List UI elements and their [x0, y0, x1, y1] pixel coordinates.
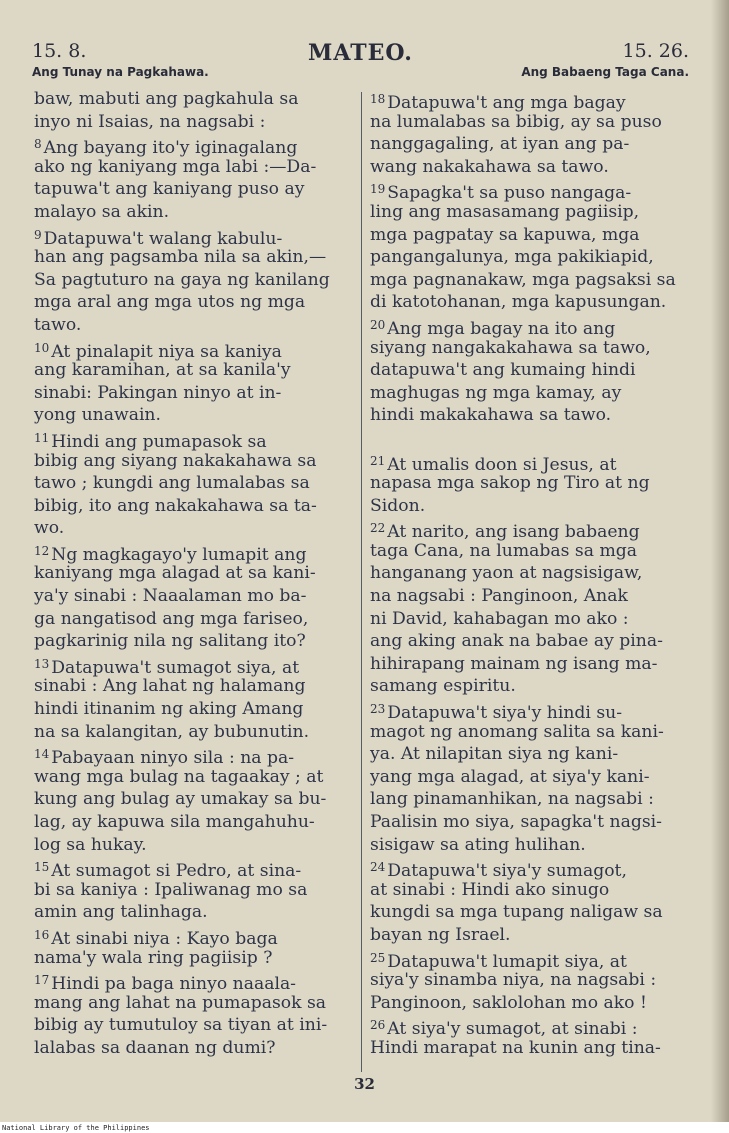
- line-text: tapuwa't ang kaniyang puso ay: [34, 179, 305, 200]
- section-headings: [32, 65, 689, 83]
- text-line: [34, 88, 356, 111]
- text-line: [370, 156, 688, 179]
- line-text: Sidon.: [370, 495, 426, 516]
- line-text: lang pinamanhikan, na nagsabi :: [370, 789, 654, 810]
- line-text: Sapagka't sa puso nangaga-: [387, 183, 632, 204]
- line-text: ako ng kaniyang mga labi :—Da-: [34, 156, 317, 177]
- line-text: lag, ay kapuwa sila mangahuhu-: [34, 812, 315, 832]
- text-line: [370, 495, 688, 518]
- line-text: tawo ; kungdi ang lumalabas sa: [34, 473, 310, 494]
- verse-number: 17: [34, 973, 50, 988]
- verse-number: 20: [370, 317, 386, 332]
- line-text: tawo.: [34, 314, 82, 335]
- text-line: [370, 766, 688, 789]
- line-text: nanggagaling, at iyan ang pa-: [370, 134, 630, 155]
- text-line: [34, 1014, 356, 1037]
- line-text: ang karamihan, at sa kanila'y: [34, 360, 291, 381]
- text-line: [370, 246, 688, 269]
- line-text: na sa kalangitan, ay bubunutin.: [34, 721, 310, 742]
- text-line: [34, 924, 356, 947]
- text-line: [34, 901, 356, 924]
- text-line: [34, 314, 356, 337]
- text-line: [34, 269, 356, 292]
- line-text: ling ang masasamang pagiisip,: [370, 201, 640, 222]
- verse-number: 8: [34, 137, 42, 152]
- line-text: magot ng anomang salita sa kani-: [370, 721, 664, 742]
- line-text: maghugas ng mga kamay, ay: [370, 382, 622, 403]
- line-text: hindi itinanim ng aking Amang: [34, 699, 304, 720]
- text-line: [34, 359, 356, 382]
- line-text: Datapuwa't siya'y hindi su-: [387, 703, 623, 724]
- verse-number: 21: [370, 453, 386, 468]
- line-text: wang nakakahawa sa tawo.: [370, 156, 609, 177]
- line-text: sinabi : Ang lahat ng halamang: [34, 676, 306, 697]
- verse-number: 16: [34, 927, 50, 942]
- line-text: yong unawain.: [34, 405, 161, 426]
- verse-number: 25: [370, 950, 386, 965]
- line-text: hindi makakahawa sa tawo.: [370, 405, 612, 426]
- text-line: [34, 856, 356, 882]
- line-text: kungdi sa mga tupang naligaw sa: [370, 902, 663, 923]
- line-text: datapuwa't ang kumaing hindi: [370, 360, 636, 381]
- line-text: At sumagot si Pedro, at sina-: [51, 861, 302, 882]
- book-title: MATEO.: [308, 40, 413, 66]
- text-column-left: [34, 88, 356, 1060]
- verse-number: 22: [370, 521, 386, 536]
- verse-number: 11: [34, 430, 50, 445]
- text-line: [370, 856, 688, 882]
- line-text: amin ang talinhaga.: [34, 902, 208, 923]
- text-line: [34, 743, 356, 769]
- text-line: [34, 766, 356, 789]
- text-line: [34, 472, 356, 495]
- line-text: At siya'y sumagot, at sinabi :: [387, 1019, 638, 1040]
- text-line: [370, 178, 688, 204]
- text-line: [370, 133, 688, 156]
- text-line: [370, 201, 688, 224]
- text-line: [370, 947, 688, 970]
- text-line: [370, 969, 688, 992]
- text-line: [34, 111, 356, 134]
- line-text: kaniyang mga alagad at sa kani-: [34, 563, 316, 584]
- text-line: [370, 1037, 688, 1060]
- text-line: [34, 382, 356, 405]
- text-line: [370, 382, 688, 405]
- line-text: sisigaw sa ating hulihan.: [370, 834, 586, 855]
- text-line: [34, 246, 356, 269]
- line-text: bibig, ito ang nakakahawa sa ta-: [34, 495, 317, 516]
- text-line: [370, 111, 688, 134]
- text-line: [34, 427, 356, 450]
- text-line: [34, 969, 356, 995]
- text-line: [34, 721, 356, 744]
- text-line: [370, 540, 688, 563]
- line-text: inyo ni Isaias, na nagsabi :: [34, 111, 266, 132]
- text-line: [34, 653, 356, 676]
- column-divider: [361, 92, 362, 1072]
- text-line: [370, 224, 688, 247]
- line-text: wang mga bulag na tagaakay ; at: [34, 766, 324, 787]
- line-text: ya. At nilapitan siya ng kani-: [370, 744, 619, 765]
- text-line: [370, 562, 688, 585]
- text-line: [34, 811, 356, 834]
- text-line: [34, 630, 356, 653]
- text-line: [370, 585, 688, 608]
- text-line: [370, 1014, 688, 1040]
- verse-number: 18: [370, 92, 386, 106]
- line-text: Sa pagtuturo na gaya ng kanilang: [34, 269, 330, 290]
- line-text: wo.: [34, 518, 65, 539]
- header-chapter-verse-end: 15. 26.: [622, 40, 689, 62]
- text-line: [370, 834, 688, 857]
- line-text: di katotohanan, mga kapusungan.: [370, 292, 667, 313]
- text-line: [34, 495, 356, 518]
- text-line: [370, 653, 688, 676]
- text-column-right: [370, 88, 688, 1060]
- line-text: Hindi marapat na kunin ang tina-: [370, 1037, 661, 1058]
- text-line: [370, 698, 688, 724]
- text-line: [370, 630, 688, 653]
- line-text: napasa mga sakop ng Tiro at ng: [370, 473, 650, 494]
- line-text: Datapuwa't sumagot siya, at: [51, 657, 300, 678]
- text-line: [370, 291, 688, 314]
- text-line: [370, 992, 688, 1015]
- line-text: yang mga alagad, at siya'y kani-: [370, 766, 650, 787]
- line-text: lalabas sa daanan ng dumi?: [34, 1037, 276, 1058]
- line-text: log sa hukay.: [34, 834, 147, 855]
- line-text: pangangalunya, mga pakikiapid,: [370, 247, 654, 268]
- line-text: han ang pagsamba nila sa akin,—: [34, 247, 327, 268]
- verse-number: 23: [370, 702, 386, 717]
- library-credit: National Library of the Philippines: [2, 1124, 150, 1132]
- line-text: nama'y wala ring pagiisip ?: [34, 947, 273, 968]
- page-number: 32: [354, 1075, 375, 1093]
- line-text: Datapuwa't walang kabulu-: [43, 228, 283, 249]
- line-text: bayan ng Israel.: [370, 924, 511, 945]
- verse-number: 9: [34, 227, 42, 242]
- text-line: [370, 924, 688, 947]
- text-line: [34, 834, 356, 857]
- line-text: ni David, kahabagan mo ako :: [370, 608, 629, 629]
- text-line: [370, 359, 688, 382]
- line-text: Ang bayang ito'y iginagalang: [43, 138, 298, 159]
- verse-number: 19: [370, 182, 386, 197]
- text-line: [34, 156, 356, 179]
- line-text: bi sa kaniya : Ipaliwanag mo sa: [34, 879, 308, 900]
- text-line: [370, 879, 688, 902]
- line-text: kung ang bulag ay umakay sa bu-: [34, 789, 327, 810]
- line-text: Hindi ang pumapasok sa: [51, 431, 267, 452]
- line-text: Paalisin mo siya, sapagka't nagsi-: [370, 812, 662, 832]
- text-line: [370, 472, 688, 495]
- text-line: [34, 201, 356, 224]
- text-line: [370, 314, 688, 337]
- line-text: hanganang yaon at nagsisigaw,: [370, 563, 643, 584]
- line-text: ga nangatisod ang mga fariseo,: [34, 608, 309, 629]
- line-text: at sinabi : Hindi ako sinugo: [370, 879, 610, 900]
- line-text: mga pagnanakaw, mga pagsaksi sa: [370, 269, 676, 290]
- text-line: [34, 291, 356, 314]
- section-heading-left: Ang Tunay na Pagkahawa.: [32, 65, 209, 79]
- line-text: Panginoon, saklolohan mo ako !: [370, 992, 647, 1013]
- line-text: mga aral ang mga utos ng mga: [34, 292, 306, 313]
- text-line: [34, 133, 356, 159]
- text-line: [34, 224, 356, 247]
- text-line: [34, 562, 356, 585]
- text-line: [370, 743, 688, 766]
- line-text: Ang mga bagay na ito ang: [387, 318, 616, 339]
- line-text: At pinalapit niya sa kaniya: [51, 341, 282, 362]
- text-line: [34, 788, 356, 811]
- line-text: Hindi pa baga ninyo naaala-: [51, 974, 296, 995]
- verse-number: 24: [370, 860, 386, 875]
- line-text: siyang nangakakahawa sa tawo,: [370, 337, 651, 358]
- text-line: [34, 540, 356, 563]
- line-text: mang ang lahat na pumapasok sa: [34, 992, 327, 1013]
- text-line: [34, 585, 356, 608]
- verse-number: 14: [34, 747, 50, 762]
- text-line: [34, 947, 356, 970]
- text-line: [370, 608, 688, 631]
- verse-number: 26: [370, 1018, 386, 1033]
- line-text: malayo sa akin.: [34, 201, 170, 222]
- line-text: na lumalabas sa bibig, ay sa puso: [370, 111, 662, 132]
- line-text: siya'y sinamba niya, na nagsabi :: [370, 970, 657, 991]
- verse-number: 10: [34, 340, 50, 355]
- line-text: At umalis doon si Jesus, at: [387, 454, 617, 475]
- text-line: [34, 992, 356, 1015]
- text-line: [370, 811, 688, 834]
- text-line: [34, 1037, 356, 1060]
- text-line: [34, 337, 356, 360]
- line-text: Datapuwa't ang mga bagay: [387, 93, 626, 113]
- line-text: Datapuwa't lumapit siya, at: [387, 951, 627, 972]
- header-chapter-verse-start: 15. 8.: [32, 40, 87, 62]
- text-line: [34, 178, 356, 201]
- text-line: [34, 517, 356, 540]
- text-line: [370, 788, 688, 811]
- text-line: [370, 88, 688, 111]
- line-text: hihirapang mainam ng isang ma-: [370, 653, 658, 674]
- verse-number: 15: [34, 860, 50, 875]
- line-text: At narito, ang isang babaeng: [387, 522, 640, 543]
- text-line: [370, 675, 688, 698]
- text-line: [34, 698, 356, 721]
- text-line: [34, 608, 356, 631]
- line-text: taga Cana, na lumabas sa mga: [370, 540, 638, 561]
- line-text: At sinabi niya : Kayo baga: [51, 928, 278, 949]
- line-text: Ng magkagayo'y lumapit ang: [51, 544, 307, 565]
- text-line: [370, 337, 688, 360]
- text-line: [370, 404, 688, 427]
- section-heading-right: Ang Babaeng Taga Cana.: [521, 65, 689, 79]
- text-line: [34, 675, 356, 698]
- text-line: [370, 721, 688, 744]
- text-line: [34, 879, 356, 902]
- line-text: samang espiritu.: [370, 676, 516, 697]
- line-text: ya'y sinabi : Naaalaman mo ba-: [34, 586, 307, 607]
- text-line: [34, 450, 356, 473]
- line-text: ang aking anak na babae ay pina-: [370, 631, 663, 652]
- line-text: na nagsabi : Panginoon, Anak: [370, 586, 628, 607]
- text-line: [370, 517, 688, 543]
- line-text: bibig ay tumutuloy sa tiyan at ini-: [34, 1015, 328, 1036]
- running-header: [32, 40, 689, 64]
- line-text: baw, mabuti ang pagkahula sa: [34, 89, 299, 109]
- verse-number: 12: [34, 543, 50, 558]
- text-line: [370, 450, 688, 473]
- line-text: sinabi: Pakingan ninyo at in-: [34, 382, 282, 403]
- text-line: [370, 269, 688, 292]
- line-text: Datapuwa't siya'y sumagot,: [387, 861, 627, 882]
- line-text: pagkarinig nila ng salitang ito?: [34, 631, 306, 652]
- line-text: bibig ang siyang nakakahawa sa: [34, 450, 317, 471]
- text-line: [370, 427, 688, 450]
- line-text: mga pagpatay sa kapuwa, mga: [370, 224, 640, 245]
- text-line: [34, 404, 356, 427]
- verse-number: 13: [34, 656, 50, 671]
- text-line: [370, 901, 688, 924]
- line-text: Pabayaan ninyo sila : na pa-: [51, 748, 295, 769]
